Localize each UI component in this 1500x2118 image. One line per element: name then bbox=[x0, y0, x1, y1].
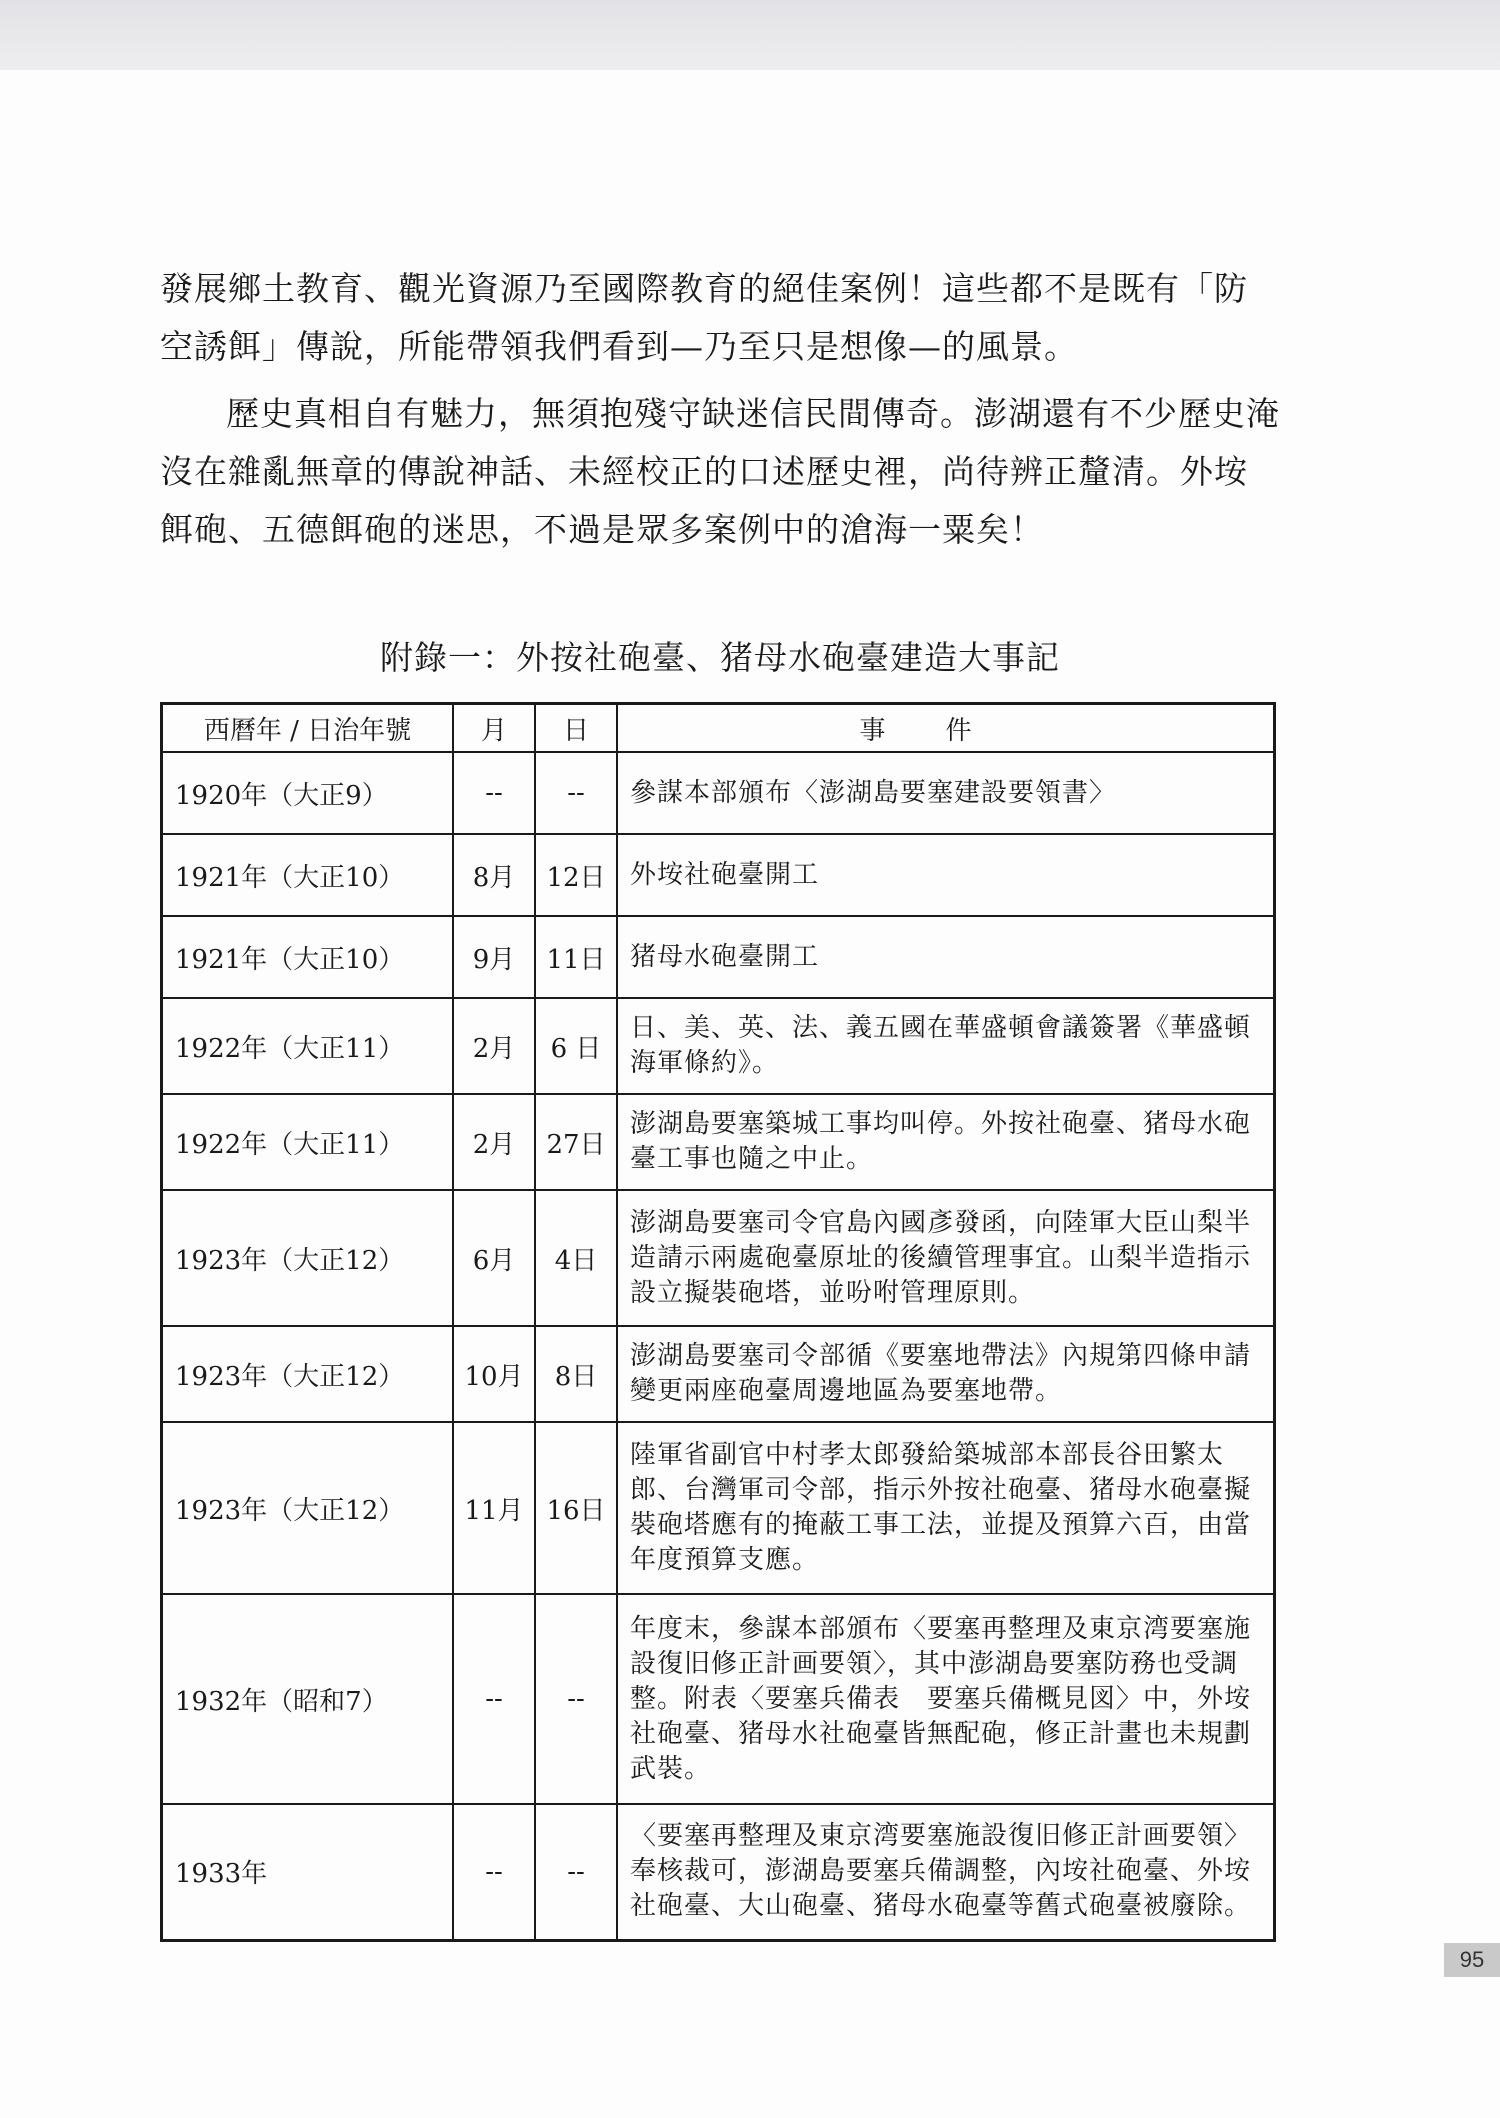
table-row bbox=[162, 998, 1275, 1094]
cell-event: 澎湖島要塞司令部循《要塞地帶法》內規第四條申請變更兩座砲臺周邊地區為要塞地帶。 bbox=[617, 1326, 1275, 1422]
cell-day: 11日 bbox=[535, 916, 617, 998]
header-year: 西曆年 / 日治年號 bbox=[162, 704, 454, 753]
table-row bbox=[162, 1594, 1275, 1804]
cell-day: 8日 bbox=[535, 1326, 617, 1422]
table-row bbox=[162, 1190, 1275, 1326]
page-number: 95 bbox=[1444, 1943, 1500, 1977]
cell-day: 16日 bbox=[535, 1422, 617, 1594]
body-paragraph-1: 發展鄉土教育、觀光資源乃至國際教育的絕佳案例！這些都不是既有「防空誘餌」傳說，所能帶領我們看到—乃至只是想像—的風景。 bbox=[160, 269, 1248, 366]
cell-month: -- bbox=[453, 1804, 535, 1940]
table-row bbox=[162, 834, 1275, 916]
table-row bbox=[162, 752, 1275, 834]
cell-year: 1923年（大正12） bbox=[162, 1326, 454, 1422]
header-event: 事件 bbox=[617, 704, 1275, 753]
cell-month: -- bbox=[453, 1594, 535, 1804]
cell-event: 參謀本部頒布〈澎湖島要塞建設要領書〉 bbox=[617, 752, 1275, 834]
cell-year: 1921年（大正10） bbox=[162, 834, 454, 916]
cell-month: 2月 bbox=[453, 1094, 535, 1190]
cell-event: 年度末，參謀本部頒布〈要塞再整理及東京湾要塞施設復旧修正計画要領〉，其中澎湖島要塞防務也受調整。附表〈要塞兵備表 要塞兵備概見図〉中，外垵社砲臺、猪母水社砲臺皆無配砲，修正計畫也未規劃武裝。 bbox=[617, 1594, 1275, 1804]
cell-event: 澎湖島要塞築城工事均叫停。外按社砲臺、猪母水砲臺工事也隨之中止。 bbox=[617, 1094, 1275, 1190]
cell-month: -- bbox=[453, 752, 535, 834]
cell-year: 1921年（大正10） bbox=[162, 916, 454, 998]
cell-day: -- bbox=[535, 1594, 617, 1804]
cell-month: 9月 bbox=[453, 916, 535, 998]
scan-top-band bbox=[0, 0, 1500, 70]
cell-event: 猪母水砲臺開工 bbox=[617, 916, 1275, 998]
chronology-table bbox=[160, 702, 1276, 1942]
cell-month: 11月 bbox=[453, 1422, 535, 1594]
cell-day: -- bbox=[535, 1804, 617, 1940]
cell-month: 10月 bbox=[453, 1326, 535, 1422]
cell-year: 1923年（大正12） bbox=[162, 1422, 454, 1594]
header-month: 月 bbox=[453, 704, 535, 753]
table-header-row bbox=[162, 704, 1275, 753]
cell-day: 12日 bbox=[535, 834, 617, 916]
cell-year: 1933年 bbox=[162, 1804, 454, 1940]
table-row bbox=[162, 1804, 1275, 1940]
cell-year: 1923年（大正12） bbox=[162, 1190, 454, 1326]
table-row bbox=[162, 1094, 1275, 1190]
table-row bbox=[162, 1326, 1275, 1422]
cell-month: 8月 bbox=[453, 834, 535, 916]
cell-year: 1932年（昭和7） bbox=[162, 1594, 454, 1804]
table-row bbox=[162, 1422, 1275, 1594]
cell-day: 4日 bbox=[535, 1190, 617, 1326]
header-day: 日 bbox=[535, 704, 617, 753]
cell-day: 6 日 bbox=[535, 998, 617, 1094]
cell-month: 2月 bbox=[453, 998, 535, 1094]
cell-month: 6月 bbox=[453, 1190, 535, 1326]
cell-year: 1922年（大正11） bbox=[162, 1094, 454, 1190]
table-row bbox=[162, 916, 1275, 998]
cell-event: 澎湖島要塞司令官島內國彥發函，向陸軍大臣山梨半造請示兩處砲臺原址的後續管理事宜。山梨半造指示設立擬裝砲塔，並吩咐管理原則。 bbox=[617, 1190, 1275, 1326]
body-paragraph-2: 歷史真相自有魅力，無須抱殘守缺迷信民間傳奇。澎湖還有不少歷史淹沒在雜亂無章的傳說神話、未經校正的口述歷史裡，尚待辨正釐清。外垵餌砲、五德餌砲的迷思，不過是眾多案例中的滄海一粟矣！ bbox=[160, 394, 1280, 549]
cell-year: 1922年（大正11） bbox=[162, 998, 454, 1094]
cell-event: 陸軍省副官中村孝太郎發給築城部本部長谷田繁太郎、台灣軍司令部，指示外按社砲臺、猪母水砲臺擬裝砲塔應有的掩蔽工事工法，並提及預算六百，由當年度預算支應。 bbox=[617, 1422, 1275, 1594]
appendix-title: 附錄一：外按社砲臺、猪母水砲臺建造大事記 bbox=[380, 638, 1060, 677]
cell-event: 外垵社砲臺開工 bbox=[617, 834, 1275, 916]
cell-day: -- bbox=[535, 752, 617, 834]
cell-day: 27日 bbox=[535, 1094, 617, 1190]
cell-year: 1920年（大正9） bbox=[162, 752, 454, 834]
cell-event: 〈要塞再整理及東京湾要塞施設復旧修正計画要領〉奉核裁可，澎湖島要塞兵備調整，內垵社砲臺、外垵社砲臺、大山砲臺、猪母水砲臺等舊式砲臺被廢除。 bbox=[617, 1804, 1275, 1940]
cell-event: 日、美、英、法、義五國在華盛頓會議簽署《華盛頓海軍條約》。 bbox=[617, 998, 1275, 1094]
